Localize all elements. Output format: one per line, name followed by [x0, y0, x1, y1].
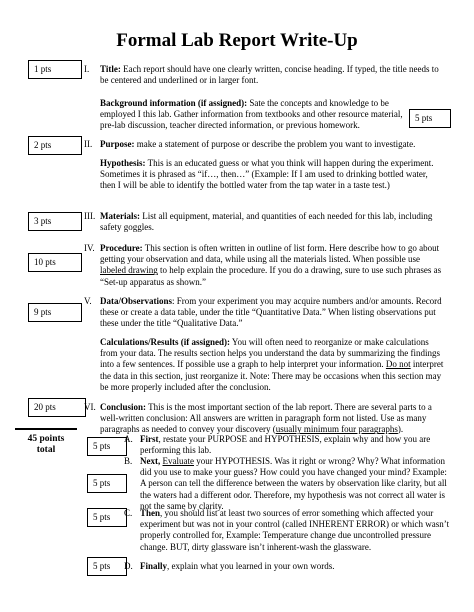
letter-a: A. — [124, 434, 133, 444]
section-procedure — [100, 243, 445, 288]
section-conclusion — [100, 402, 445, 436]
points-box-then: 5 pts — [87, 508, 127, 527]
item-finally — [140, 561, 452, 572]
item-first — [140, 434, 452, 456]
section-calculations-heading: Calculations/Results (if assigned): — [100, 337, 231, 347]
section-hypothesis — [100, 158, 445, 192]
total-divider — [15, 428, 77, 430]
numeral-iii: III. — [84, 211, 96, 221]
item-first-heading: First — [140, 434, 159, 444]
numeral-ii: II. — [84, 139, 93, 149]
section-calculations-text-2: interpret the data in this section, just reorganize it. Note: There may be occasions when this section may be more properly included after the conclusion. — [100, 359, 444, 392]
section-purpose — [100, 139, 448, 150]
section-materials-text: List all equipment, material, and quantities of each needed for this lab, including safety goggles. — [100, 211, 433, 233]
points-box-purpose: 2 pts — [28, 136, 82, 155]
letter-d: D. — [124, 561, 133, 571]
section-hypothesis-text: This is an educated guess or what you think will happen during the experiment. Sometimes it is phrased as “if…, then…” (Example: If I am used to drinking bottled water, then I will be able to identify the bottled water from the tap water in a taste test.) — [100, 158, 434, 191]
numeral-i: I. — [84, 64, 90, 74]
section-procedure-text-1: This section is often written in outline of list form. Here describe how to go about getting your observation and data, while using all the materials listed. When possible use — [100, 243, 440, 265]
section-purpose-text: make a statement of purpose or describe the problem you want to investigate. — [134, 139, 416, 149]
points-box-materials: 3 pts — [28, 212, 82, 231]
section-procedure-text-2: to help explain the procedure. If you do a drawing, sure to use such phrases as “Set-up apparatus as shown.” — [100, 265, 442, 287]
numeral-vi: VI. — [84, 402, 96, 412]
item-finally-text: , explain what you learned in your own words. — [167, 561, 335, 571]
points-box-first: 5 pts — [87, 437, 127, 456]
page-title: Formal Lab Report Write-Up — [116, 30, 358, 51]
item-first-text: , restate your PURPOSE and HYPOTHESIS, explain why and how you are performing this lab. — [140, 434, 431, 456]
points-box-procedure: 10 pts — [28, 253, 82, 272]
item-next-text: your HYPOTHESIS. Was it right or wrong? Why? What information did you use to make your guess? How could you have changed your mind? Example: A person can tell the difference between the waters by observation like clarity, but all the waters had a different odor. Therefore, my hypothesis was not correct all water is not the same by clarity. — [140, 456, 447, 511]
numeral-v: V. — [84, 296, 92, 306]
section-materials — [100, 211, 445, 233]
section-background — [100, 98, 406, 132]
item-next-heading: Next, — [140, 456, 163, 466]
section-title-text: Each report should have one clearly written, concise heading. If typed, the title needs to be centered and underlined or in larger font. — [100, 64, 439, 86]
section-procedure-underline: labeled drawing — [100, 265, 158, 276]
section-background-heading: Background information (if assigned): — [100, 98, 248, 108]
points-box-data: 9 pts — [28, 303, 82, 322]
section-materials-heading: Materials: — [100, 211, 140, 221]
section-conclusion-text-1: This is the most important section of the lab report. There are several parts to a well-written conclusion: All answers are written in paragraph form not listed. Use as many paragraphs as needed to convey your discovery ( — [100, 402, 432, 435]
section-data — [100, 296, 445, 330]
section-calculations — [100, 337, 445, 393]
item-then — [140, 508, 452, 553]
points-box-title: 1 pts — [28, 60, 82, 79]
item-then-heading: Then — [140, 508, 161, 518]
section-title-heading: Title: — [100, 64, 121, 74]
section-conclusion-underline: usually minimum four paragraphs — [275, 424, 398, 435]
section-purpose-heading: Purpose: — [100, 139, 135, 149]
section-data-heading: Data/Observations — [100, 296, 172, 306]
letter-c: C. — [124, 508, 133, 518]
item-next-underline: Evaluate — [162, 456, 194, 466]
section-title — [100, 64, 448, 86]
item-then-text: , you should list at least two sources of error something which affected your experiment but was not in your control (called INHERENT ERROR) or which wasn’t properly controlled for, Example: Temperature change due uncontrolled pressure change. BUT, dirty glassware isn’t inherent-wash the glassware. — [140, 508, 450, 552]
section-hypothesis-heading: Hypothesis: — [100, 158, 146, 168]
letter-b: B. — [124, 456, 133, 466]
numeral-iv: IV. — [84, 243, 95, 253]
section-calculations-underline: Do not — [385, 359, 411, 370]
section-background-text: Sate the concepts and knowledge to be employed I this lab. Gather information from textbooks and other resource material, pre-lab discussion, teacher directed information, or previous homework. — [100, 98, 403, 131]
section-data-text: : From your experiment you may acquire numbers and/or amounts. Record these or create a data table, under the title “Quantitative Data.” When listing observations put these under the title “Qualitative Data.” — [100, 296, 442, 329]
points-box-background: 5 pts — [409, 109, 451, 128]
section-procedure-heading: Procedure: — [100, 243, 143, 253]
points-box-next: 5 pts — [87, 474, 127, 493]
points-box-conclusion: 20 pts — [28, 398, 86, 417]
section-calculations-text-1: You will often need to reorganize or make calculations from your data. The results section helps you understand the data by summarizing the findings into a few sentences. If possible use a graph to help interpret your information. — [100, 337, 441, 370]
section-conclusion-heading: Conclusion: — [100, 402, 147, 412]
points-box-finally: 5 pts — [87, 557, 127, 576]
total-points-line1: 45 points — [27, 434, 65, 444]
item-finally-heading: Finally — [140, 561, 168, 571]
item-next — [140, 456, 452, 512]
section-conclusion-text-2: ). — [397, 424, 404, 435]
total-points-line2: total — [36, 445, 56, 455]
